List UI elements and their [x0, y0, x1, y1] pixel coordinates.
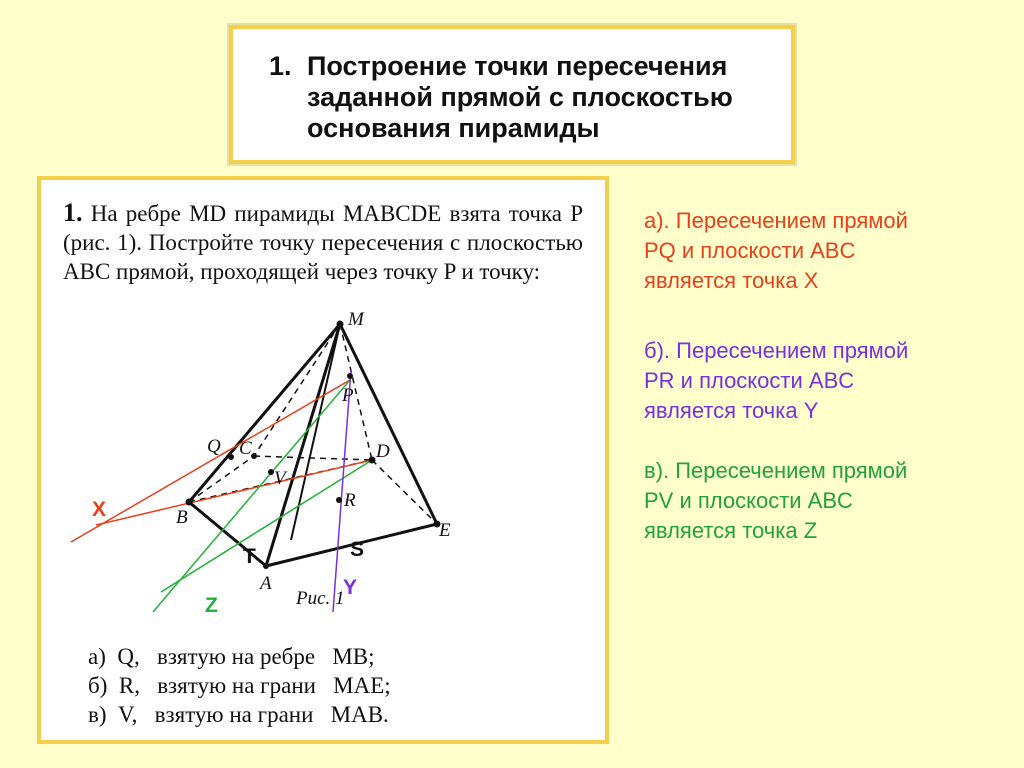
point-D	[369, 457, 376, 464]
label-X: X	[92, 498, 107, 521]
point-R	[336, 497, 342, 503]
figure-caption: Рис. 1	[296, 588, 345, 609]
title-line-1: Построение точки пересечения	[307, 51, 728, 81]
label-M: M	[348, 309, 364, 330]
point-P	[347, 373, 353, 379]
point-B	[186, 499, 193, 506]
title-box	[229, 25, 795, 164]
edge-MA	[266, 324, 340, 566]
task-box	[37, 176, 609, 744]
title-line-2: заданной прямой с плоскостью	[307, 82, 733, 112]
answer-c	[644, 456, 907, 546]
point-A	[263, 563, 269, 569]
point-C	[251, 453, 257, 459]
options-list	[88, 642, 391, 729]
problem-number: 1.	[63, 198, 83, 227]
label-E: E	[439, 520, 451, 541]
label-Y: Y	[343, 576, 358, 599]
label-A: A	[260, 573, 272, 594]
label-P: P	[342, 385, 354, 406]
edge-MV	[291, 324, 340, 540]
option-a: а) Q, взятую на ребре MB;	[88, 644, 375, 669]
label-V: V	[274, 468, 286, 489]
label-Z: Z	[205, 594, 218, 617]
edge-DE	[372, 460, 437, 524]
answer-c-line-3: является точка Z	[644, 518, 818, 543]
answer-b-line-3: является точка Y	[644, 398, 819, 423]
label-C: C	[239, 438, 252, 459]
label-S: S	[350, 538, 365, 561]
line-PV	[153, 380, 350, 612]
answer-b	[644, 336, 908, 426]
label-R: R	[344, 490, 356, 511]
label-D: D	[376, 441, 390, 462]
answer-b-line-1: б). Пересечением прямой	[644, 338, 909, 363]
label-T: T	[243, 545, 256, 568]
point-M	[337, 321, 344, 328]
edge-MC	[254, 324, 340, 456]
problem-text: На ребре MD пирамиды MABCDE взята точка P (рис. 1). Постройте точку пересечения с плоскостью ABC прямой, проходящей через точку P и точку:	[63, 201, 584, 284]
answer-a-line-1: а). Пересечением прямой	[644, 208, 908, 233]
label-B: B	[176, 507, 188, 528]
label-Q: Q	[207, 436, 221, 457]
title-number: 1.	[269, 51, 292, 81]
title-text	[307, 51, 733, 144]
answer-a	[644, 206, 908, 296]
edge-CD	[254, 456, 372, 460]
option-b: б) R, взятую на грани MAE;	[88, 673, 391, 698]
answer-a-line-2: PQ и плоскости ABC	[644, 238, 856, 263]
answer-a-line-3: является точка X	[644, 268, 819, 293]
answer-c-line-2: PV и плоскости ABC	[644, 488, 853, 513]
point-Q	[228, 454, 234, 460]
option-c: в) V, взятую на грани MAB.	[88, 702, 389, 727]
title-line-3: основания пирамиды	[307, 113, 600, 143]
answer-c-line-1: в). Пересечением прямой	[644, 458, 908, 483]
answer-b-line-2: PR и плоскости ABC	[644, 368, 855, 393]
edge-MB	[189, 324, 340, 502]
